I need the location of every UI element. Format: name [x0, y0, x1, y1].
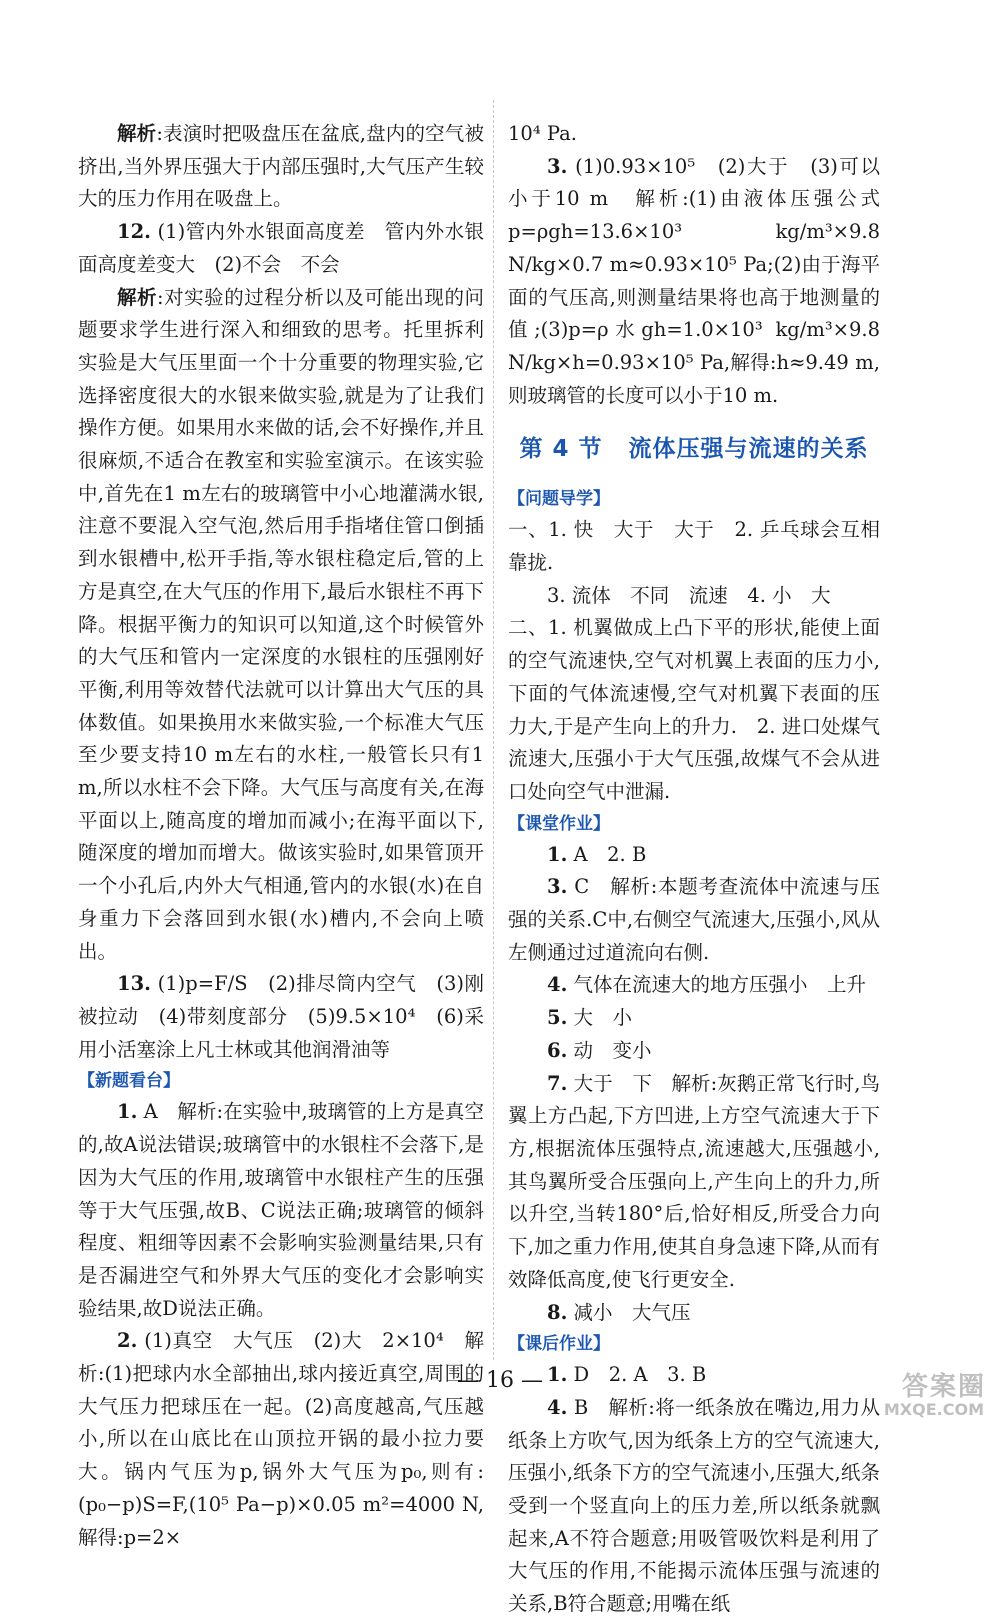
answer-paragraph [508, 1035, 880, 1068]
right-column [508, 118, 880, 1621]
answer-text: (1)管内外水银面高度差 管内外水银面高度差变大 (2)不会 不会 [78, 220, 484, 276]
answer-label: 4. [547, 973, 568, 997]
answer-text: (1)真空 大气压 (2)大 2×10⁴ 解析:(1)把球内水全部抽出,球内接近真空,周围的大气压力把球压在一起。(2)高度越高,气压越小,所以在山底比在山顶拉开锅的最小拉力要大。锅内气压为p,锅外大气压为p₀,则有:(p₀−p)S=F,(10⁵ Pa−p)×0.05 m²=4000 N,解得:p=2× [78, 1329, 484, 1549]
answer-paragraph [508, 118, 880, 151]
answer-paragraph [508, 871, 880, 969]
answer-label: 解析 [117, 122, 157, 145]
section-number: 第 4 节 [519, 436, 603, 463]
answer-text: 大 小 [567, 1006, 633, 1030]
answer-paragraph [508, 1297, 880, 1330]
answer-label: 12. [117, 220, 151, 244]
watermark-logo [846, 1366, 986, 1424]
answer-text: (1)p=F/S (2)排尽筒内空气 (3)刚被拉动 (4)带刻度部分 (5)9.5×10⁴ (6)采用小活塞涂上凡士林或其他润滑油等 [78, 972, 484, 1061]
answer-label: 1. [547, 842, 568, 866]
answer-text: (1)0.93×10⁵ (2)大于 (3)可以小于10 m 解析:(1)由液体压强公式p=ρgh=13.6×10³ kg/m³×9.8 N/kg×0.7 m≈0.93×10⁵ Pa;(2)由于海平面的气压高,则测量结果将也高于地测量的值;(3)p=ρ水gh=1.0×10³ kg/m³×9.8 N/kg×h=0.93×10⁵ Pa,解得:h≈9.49 m,则玻璃管的长度可以小于10 m. [508, 154, 880, 407]
answer-text: B 解析:将一纸条放在嘴边,用力从纸条上方吹气,因为纸条上方的空气流速大,压强小,纸条下方的空气流速小,压强大,纸条受到一个竖直向上的压力差,所以纸条就飘起来,A不符合题意;用吸管吸饮料是利用了大气压的作用,不能揭示流体压强与流速的关系,B符合题意;用嘴在纸 [508, 1395, 880, 1616]
answer-label: 8. [547, 1300, 568, 1324]
answer-paragraph [78, 1325, 484, 1554]
section-tag: 【新题看台】 [78, 1071, 180, 1092]
answer-label: 5. [547, 1006, 568, 1030]
answer-label: 13. [117, 972, 151, 996]
answer-text: :表演时把吸盘压在盆底,盘内的空气被挤出,当外界压强大于内部压强时,大气压产生较大的压力作用在吸盘上。 [78, 122, 484, 211]
answer-label: 7. [547, 1071, 568, 1095]
section-tag: 【问题导学】 [508, 489, 610, 510]
answer-paragraph [508, 151, 880, 413]
section-tag: 【课堂作业】 [508, 813, 610, 834]
column-divider [493, 100, 494, 1360]
answer-paragraph [508, 1068, 880, 1297]
answer-label: 3. [547, 875, 568, 899]
answer-paragraph [508, 969, 880, 1002]
answer-text: 气体在流速大的地方压强小 上升 [567, 973, 867, 997]
answer-text: D 2. A 3. B [567, 1363, 707, 1387]
answer-paragraph [508, 1392, 880, 1621]
answer-label: 解析 [117, 285, 158, 309]
answer-text: :对实验的过程分析以及可能出现的问题要求学生进行深入和细致的思考。托里拆利实验是大气压里面一个十分重要的物理实验,它选择密度很大的水银来做实验,就是为了让我们操作方便。如果用水来做的话,会不好操作,并且很麻烦,不适合在教室和实验室演示。在该实验中,首先在1 m左右的玻璃管中小心地灌满水银,注意不要混入空气泡,然后用手指堵住管口倒插到水银槽中,松开手指,等水银柱稳定后,管的上方是真空,在大气压的作用下,最后水银柱不再下降。根据平衡力的知识可以知道,这个时候管外的大气压和管内一定深度的水银柱的压强刚好平衡,利用等效替代法就可以计算出大气压的具体数值。如果换用水来做实验,一个标准大气压至少要支持10 m左右的水柱,一般管长只有1 m,所以水柱不会下降。大气压与高度有关,在海平面以上,随高度的增加而减小;在海平面以下,随深度的增加而增大。做该实验时,如果管顶开一个小孔后,内外大气相通,管内的水银(水)在自身重力下会落回到水银(水)槽内,不会向上喷出。 [78, 285, 484, 963]
section-tag: 【课后作业】 [508, 1334, 610, 1355]
answer-paragraph [508, 514, 880, 579]
answer-paragraph [508, 839, 880, 872]
page-number: — 16 — [457, 1368, 543, 1393]
answer-label: 1. [117, 1100, 138, 1124]
answer-text: 10⁴ Pa. [508, 122, 577, 145]
answer-paragraph [508, 580, 880, 613]
answer-label: 2. [117, 1329, 138, 1353]
answer-paragraph [78, 118, 484, 216]
answer-text: A 2. B [567, 842, 647, 866]
answer-label: 1. [547, 1363, 568, 1387]
answer-paragraph [78, 282, 484, 969]
answer-text: 减小 大气压 [567, 1300, 691, 1324]
answer-text: 大于 下 解析:灰鹅正常飞行时,鸟翼上方凸起,下方凹进,上方空气流速大于下方,根据流体压强特点,流速越大,压强越小,其鸟翼所受合压强向上,产生向上的升力,所以升空,当转180°后,恰好相反,所受合力向下,加之重力作用,使其自身急速下降,从而有效降低高度,使飞行更安全. [508, 1071, 880, 1291]
watermark-url: MXQE.COM [883, 1400, 984, 1419]
answer-paragraph [508, 612, 880, 808]
answer-text: 二、1. 机翼做成上凸下平的形状,能使上面的空气流速快,空气对机翼上表面的压力小,下面的气体流速慢,空气对机翼下表面的压力大,于是产生向上的升力. 2. 进口处煤气流速大,压强小于大气压强,故煤气不会从进口处向空气中泄漏. [508, 616, 880, 803]
answer-text: C 解析:本题考查流体中流速与压强的关系.C中,右侧空气流速大,压强小,风从左侧通过过道流向右侧. [508, 875, 880, 964]
answer-text: A 解析:在实验中,玻璃管的上方是真空的,故A说法错误;玻璃管中的水银柱不会落下,是因为大气压的作用,玻璃管中水银柱产生的压强等于大气压强,故B、C说法正确;玻璃管的倾斜程度、粗细等因素不会影响实验测量结果,只有是否漏进空气和外界大气压的变化才会影响实验结果,故D说法正确。 [78, 1100, 484, 1320]
answer-label: 3. [547, 154, 568, 178]
answer-paragraph [508, 1002, 880, 1035]
left-column [78, 118, 484, 1554]
answer-paragraph [78, 968, 484, 1066]
answer-text: 一、1. 快 大于 大于 2. 乒乓球会互相靠拢. [508, 518, 880, 575]
answer-text: 3. 流体 不同 流速 4. 小 大 [547, 583, 831, 607]
answer-paragraph [78, 216, 484, 281]
answer-text: 动 变小 [567, 1038, 652, 1062]
answer-paragraph [78, 1096, 484, 1325]
watermark-text: 答案圈 [901, 1372, 986, 1402]
section-title-text: 流体压强与流速的关系 [628, 436, 869, 463]
section-title [508, 434, 880, 464]
answer-label: 4. [547, 1395, 568, 1419]
answer-label: 6. [547, 1038, 568, 1062]
